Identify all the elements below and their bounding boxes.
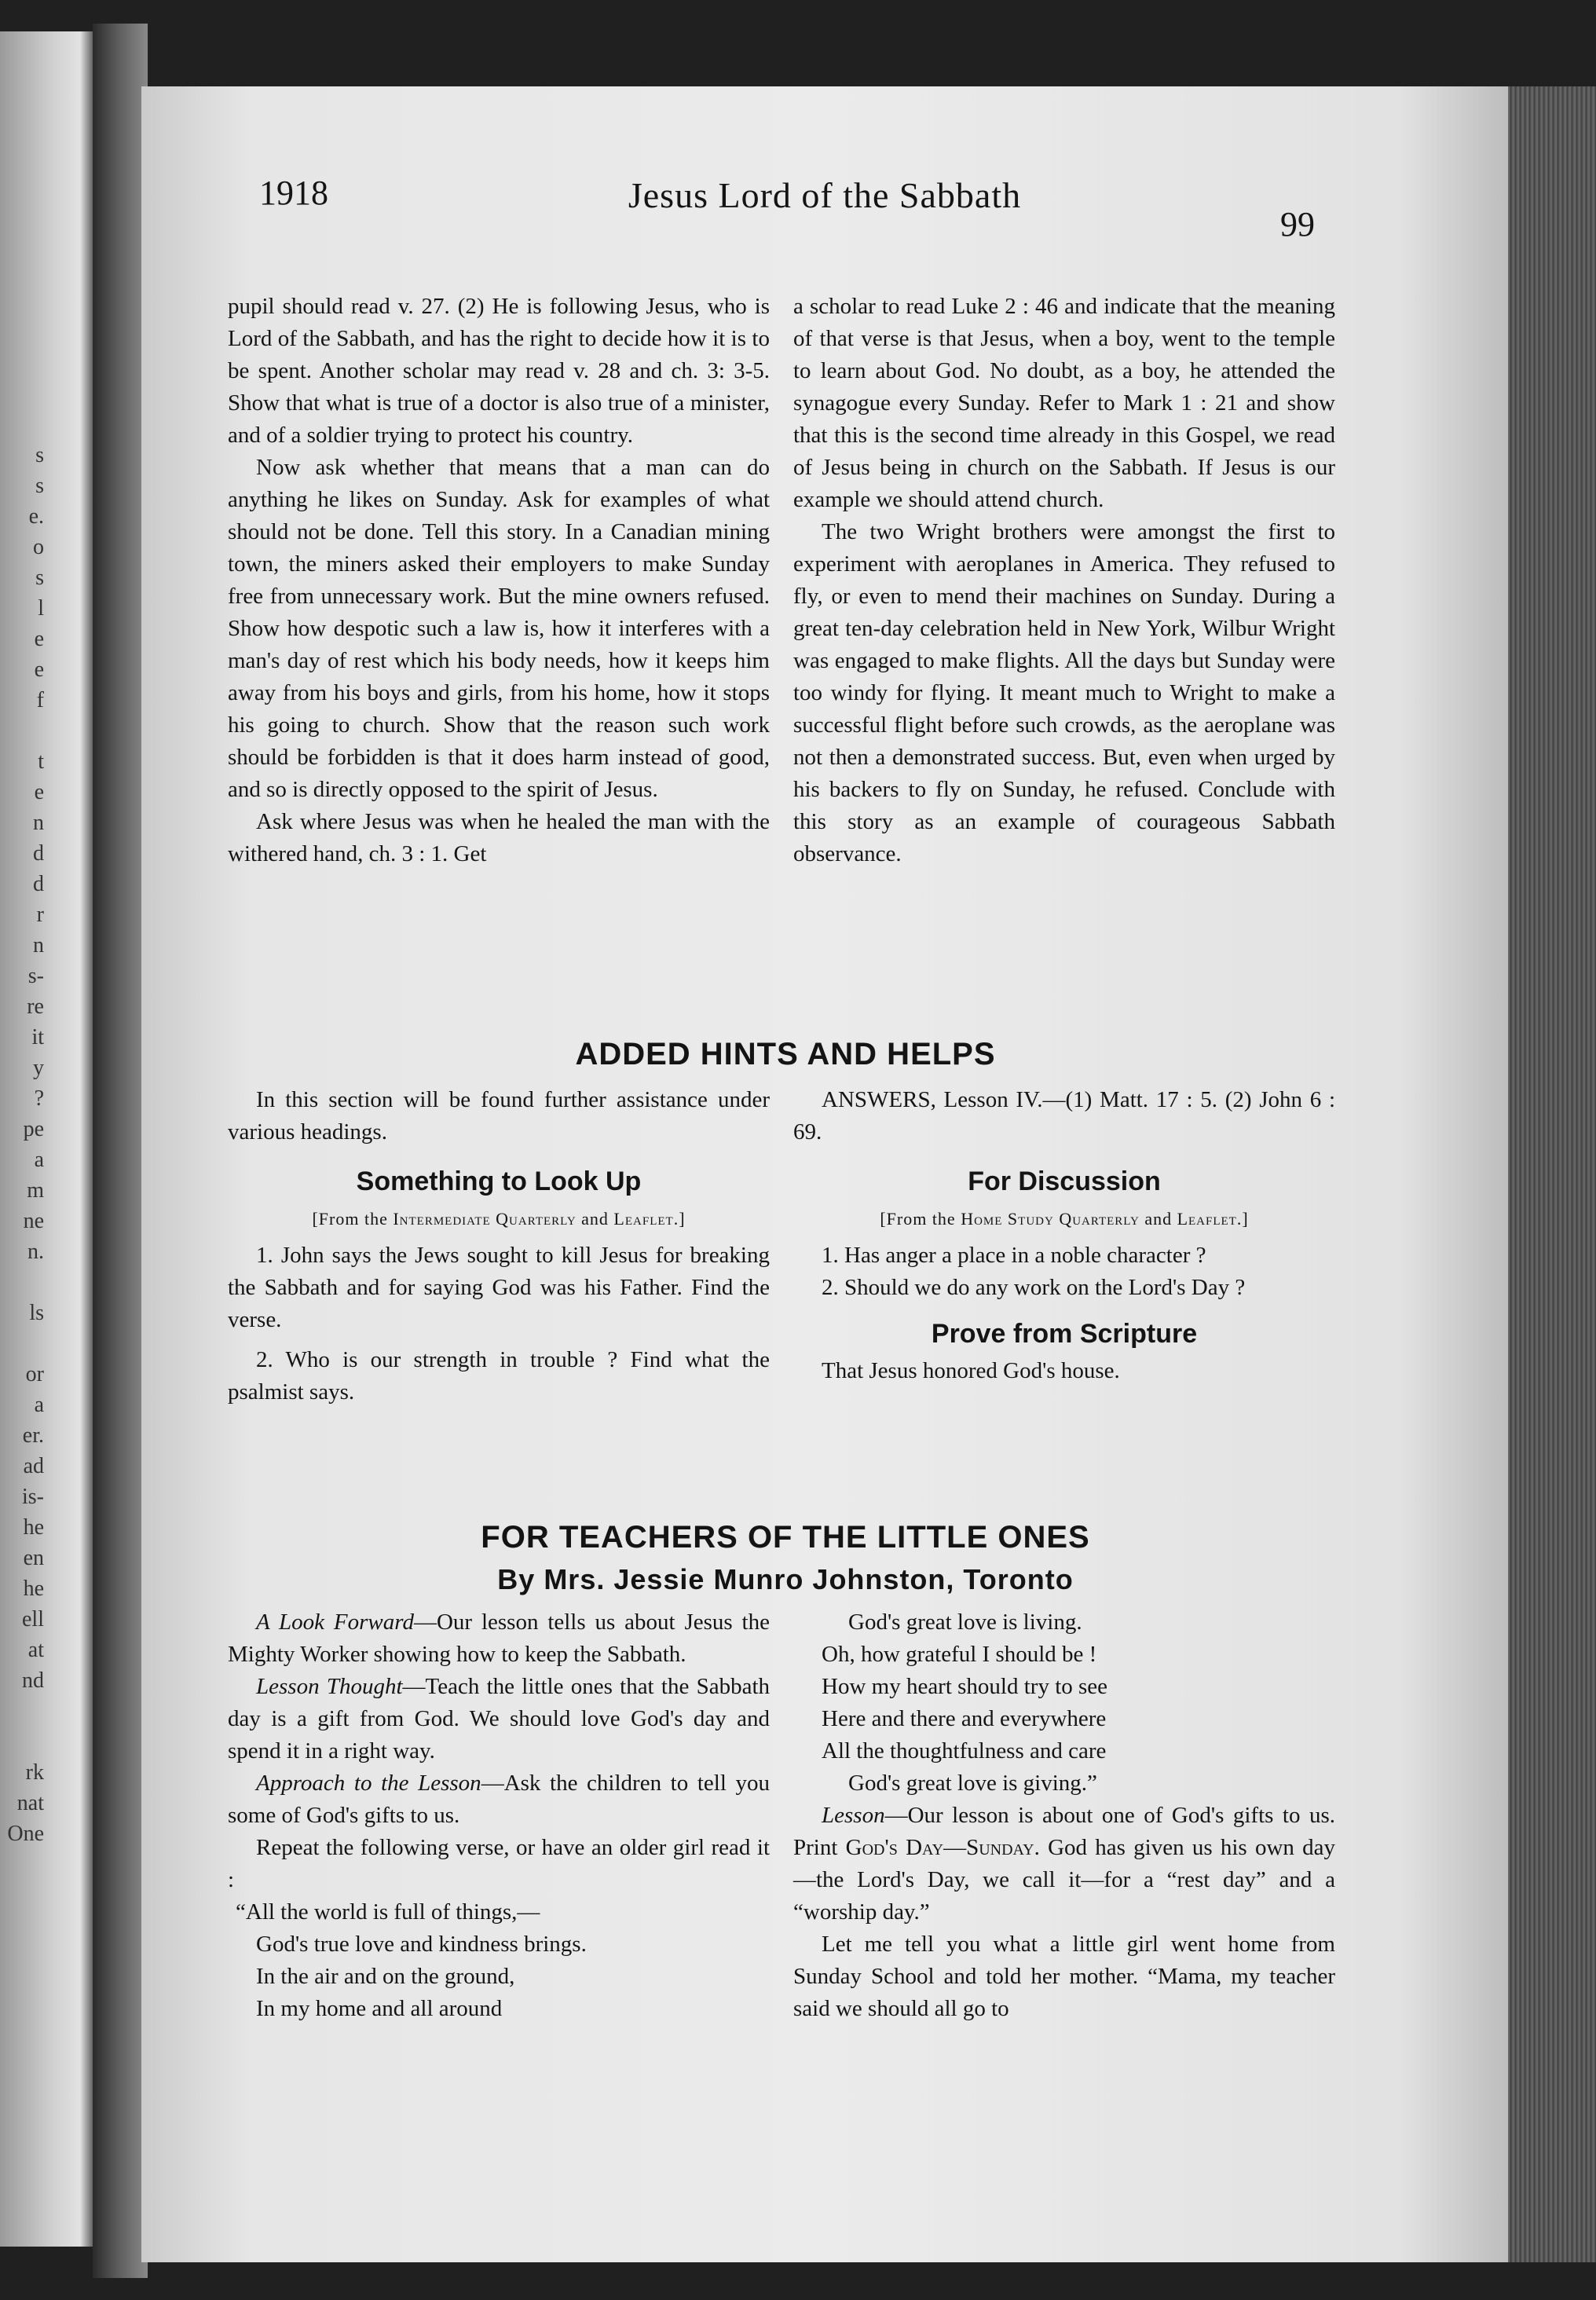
left-page-fragment: l [38, 596, 44, 621]
left-page-fragment: rk [25, 1760, 44, 1785]
subheading-discussion: For Discussion [968, 1166, 1161, 1196]
header-year: 1918 [259, 174, 328, 212]
left-page-fragment: it [31, 1025, 44, 1049]
source-note: [From the Home Study Quarterly and Leaflet.] [880, 1209, 1249, 1229]
paragraph: Let me tell you what a little girl went home from Sunday School and told her mother. “Mama, my teacher said we should all go to [793, 1932, 1335, 2021]
left-page-fragment: f [36, 688, 44, 712]
subheading-prove: Prove from Scripture [931, 1319, 1198, 1349]
poem-line: In the air and on the ground, [256, 1964, 515, 1989]
paragraph: Now ask whether that means that a man can do anything he likes on Sunday. Ask for examples of what should not be done. Tell this story. In a Canadian mining town, the miners asked their employers to make Sunday free from unnecessary work. But the mine owners refused. Show how despotic such a law is, how it interferes with a man's day of rest which his body needs, how it keeps him away from his boys and girls, from his home, how it stops his going to church. Show that the reason such work should be forbidden is that it does harm instead of good, and so is directly opposed to the spirit of Jesus. [228, 455, 770, 802]
column-right-little-ones [793, 1606, 1335, 2025]
left-page-fragment [0, 1696, 47, 1727]
left-page-fragment: n [33, 811, 44, 835]
section-heading-little-ones: FOR TEACHERS OF THE LITTLE ONES [481, 1520, 1090, 1555]
poem-line: Oh, how grateful I should be ! [822, 1642, 1097, 1667]
left-page-fragment: e [34, 627, 44, 651]
poem-line: God's great love is giving.” [848, 1771, 1097, 1796]
left-page-fragment: ne [23, 1209, 44, 1233]
paragraph: Ask where Jesus was when he healed the man with the withered hand, ch. 3 : 1. Get [228, 809, 770, 866]
left-page-fragment: ls [29, 1301, 44, 1325]
poem-line: In my home and all around [256, 1996, 503, 2021]
left-page-fragment: a [34, 1393, 44, 1417]
prove-text: That Jesus honored God's house. [822, 1358, 1120, 1383]
left-page-fragment: n. [27, 1240, 44, 1264]
answers: ANSWERS, Lesson IV.—(1) Matt. 17 : 5. (2) John 6 : 69. [793, 1087, 1335, 1145]
left-page-fragment: y [33, 1056, 44, 1080]
left-page-fragment: he [23, 1515, 44, 1540]
hints-intro: In this section will be found further assistance under various headings. [228, 1087, 770, 1145]
question: 1. John says the Jews sought to kill Jesus for breaking the Sabbath and for saying God was his Father. Find the verse. [228, 1243, 770, 1332]
paragraph: Approach to the Lesson—Ask the children to tell you some of God's gifts to us. [228, 1771, 770, 1828]
left-page-fragment: d [33, 841, 44, 866]
page [141, 86, 1508, 2262]
byline: By Mrs. Jessie Munro Johnston, Toronto [497, 1563, 1074, 1595]
left-page-fragment: at [27, 1638, 44, 1662]
poem-line: “All the world is full of things,— [236, 1899, 540, 1925]
left-page-fragment: e [34, 780, 44, 804]
header-title: Jesus Lord of the Sabbath [628, 175, 1022, 215]
left-page-fragment: ad [23, 1454, 44, 1478]
left-page-fragment: re [27, 994, 44, 1019]
left-page-fragment: s [35, 566, 44, 590]
poem-line: Here and there and everywhere [822, 1706, 1107, 1731]
column-left-little-ones [228, 1606, 770, 2025]
left-page-fragment: nat [16, 1791, 44, 1815]
left-page-fragment: o [33, 535, 44, 559]
left-page-fragment: pe [23, 1117, 44, 1141]
poem-line: God's true love and kindness brings. [256, 1932, 587, 1957]
left-page-fragment: d [33, 872, 44, 896]
poem-line: How my heart should try to see [822, 1674, 1108, 1699]
page-number: 99 [1280, 205, 1315, 244]
paragraph: Repeat the following verse, or have an older girl read it : [228, 1835, 770, 1892]
source-note: [From the Intermediate Quarterly and Leaflet.] [312, 1209, 686, 1229]
subheading-look-up: Something to Look Up [356, 1166, 642, 1196]
left-page-fragment: s- [27, 964, 44, 988]
left-page-fragment: m [27, 1178, 44, 1203]
left-page-fragment: is- [22, 1485, 44, 1509]
question: 2. Should we do any work on the Lord's Day ? [822, 1275, 1246, 1300]
left-page-text-fragments [0, 440, 47, 1972]
poem-line: All the thoughtfulness and care [822, 1738, 1107, 1763]
paragraph: pupil should read v. 27. (2) He is following Jesus, who is Lord of the Sabbath, and has the right to decide how it is to be spent. Another scholar may read v. 28 and ch. 3: 3-5. Show that what is true of a doctor is also true of a minister, and of a soldier trying to protect his country. [228, 294, 770, 448]
left-page-fragment [0, 1267, 47, 1298]
left-page-fragment: One [7, 1822, 44, 1846]
book-gutter [93, 24, 148, 2278]
left-page-fragment: ? [34, 1086, 44, 1111]
column-right-hints [793, 1084, 1335, 1387]
left-page-fragment: s [35, 474, 44, 498]
left-page-fragment [0, 1727, 47, 1757]
left-page-fragment: n [33, 933, 44, 958]
left-page-fragment: er. [22, 1423, 44, 1448]
left-page-fragment: e [34, 657, 44, 682]
poem-line: God's great love is living. [848, 1610, 1082, 1635]
paragraph: Lesson Thought—Teach the little ones that the Sabbath day is a gift from God. We should love God's day and spend it in a right way. [228, 1674, 771, 1763]
book-page-edges [1502, 86, 1596, 2262]
left-page-fragment: en [23, 1546, 44, 1570]
left-page-fragment: ell [22, 1607, 44, 1632]
column-right-top [793, 291, 1335, 870]
section-heading-hints: ADDED HINTS AND HELPS [575, 1037, 996, 1071]
column-left-top [228, 291, 770, 870]
column-left-hints [228, 1084, 770, 1408]
left-page-fragment: e. [28, 504, 44, 529]
left-page-fragment [0, 716, 47, 746]
running-head [141, 86, 1508, 244]
paragraph: The two Wright brothers were amongst the first to experiment with aeroplanes in America. They refused to fly, or even to mend their machines on Sunday. During a great ten-day celebration held in New York, Wilbur Wright was engaged to make flights. All the days but Sunday were too windy for flying. It meant much to Wright to make a successful flight before such crowds, as the aeroplane was not then a demonstrated success. But, even when urged by his backers to fly on Sunday, he refused. Conclude with this story as an example of courageous Sabbath observance. [793, 519, 1335, 866]
paragraph: a scholar to read Luke 2 : 46 and indicate that the meaning of that verse is that Jesus, when a boy, went to the temple to learn about God. No doubt, as a boy, he attended the synagogue every Sunday. Refer to Mark 1 : 21 and show that this is the second time already in this Gospel, we read of Jesus being in church on the Sabbath. If Jesus is our example we should attend church. [793, 294, 1335, 512]
left-page-fragment: or [25, 1362, 44, 1386]
left-page-fragment [0, 1328, 47, 1359]
left-page-fragment: nd [22, 1668, 44, 1693]
left-page-fragment: a [34, 1148, 44, 1172]
question: 2. Who is our strength in trouble ? Find what the psalmist says. [228, 1347, 770, 1405]
left-page-fragment: he [23, 1577, 44, 1601]
paragraph: A Look Forward—Our lesson tells us about Jesus the Mighty Worker showing how to keep the Sabbath. [228, 1610, 770, 1667]
left-page-fragment: t [38, 749, 44, 774]
left-page-fragment: r [36, 903, 44, 927]
left-page-fragment: s [35, 443, 44, 467]
paragraph: Lesson—Our lesson is about one of God's gifts to us. Print God's Day—Sunday. God has given us his own day—the Lord's Day, we call it—for a “rest day” and a “worship day.” [793, 1803, 1336, 1925]
question: 1. Has anger a place in a noble character ? [822, 1243, 1206, 1268]
